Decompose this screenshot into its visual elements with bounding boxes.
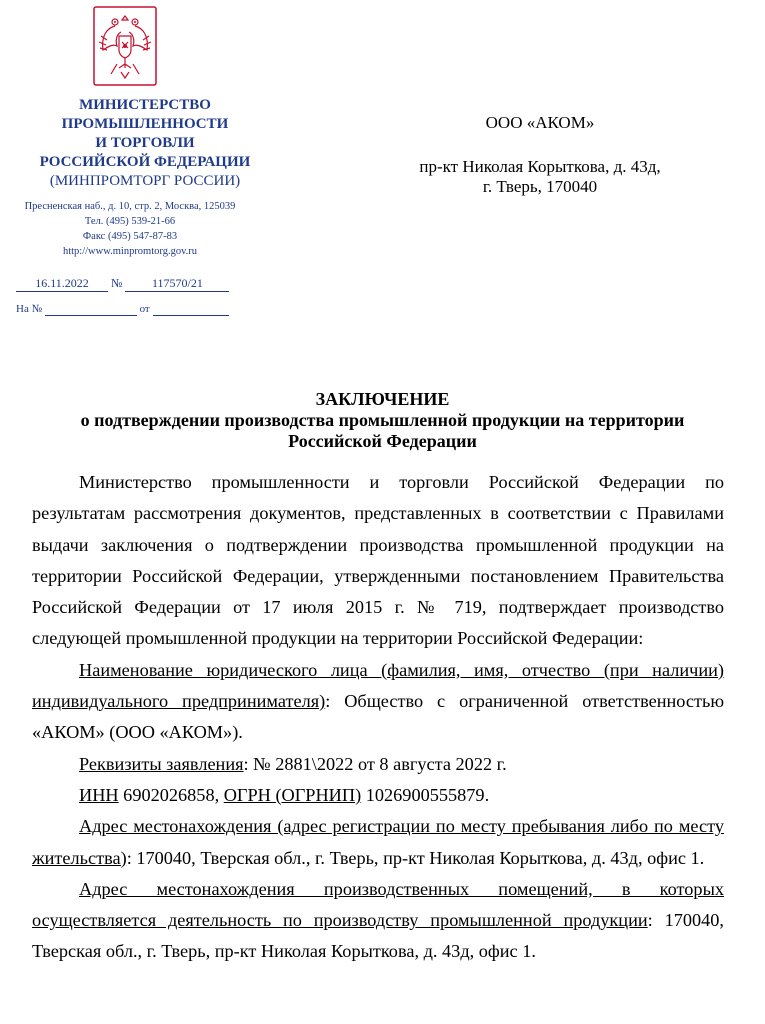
- ministry-line-2: ПРОМЫШЛЕННОСТИ: [61, 116, 229, 132]
- reply-label: На №: [16, 303, 43, 315]
- legal-name-label: Наименование юридического лица (фамилия, имя, отчество (при наличии) индивидуального предпринимателя): [32, 659, 724, 712]
- ministry-phone: Тел. (495) 539-21-66: [84, 216, 176, 227]
- ministry-website[interactable]: http://www.minpromtorg.gov.ru: [62, 246, 198, 257]
- application-value: : № 2881\2022 от 8 августа 2022 г.: [243, 753, 507, 774]
- ministry-address: Пресненская наб., д. 10, стр. 2, Москва, 125039: [24, 201, 236, 212]
- reply-number-blank: [45, 303, 137, 316]
- inn-value: 6902026858,: [118, 784, 224, 805]
- production-address-label: Адрес местонахождения производственных помещений, в которых осуществляется деятельность по производству промышленной продукции: [32, 878, 724, 931]
- reply-from-label: от: [139, 303, 150, 315]
- reply-line: [16, 303, 246, 316]
- ministry-name: [0, 96, 290, 191]
- production-address-value: : 170040, Тверская обл., г. Тверь, пр-кт Николая Корыткова, д. 43д, офис 1.: [32, 910, 724, 962]
- ogrn-label: ОГРН (ОГРНИП): [223, 784, 362, 805]
- address-paragraph: [32, 811, 724, 874]
- ogrn-value: 1026900555879.: [361, 784, 490, 805]
- inn-ogrn-paragraph: [32, 780, 724, 811]
- document-subtitle-line-1: о подтверждении производства промышленной продукции на территории: [80, 410, 685, 430]
- document-title-block: [20, 389, 745, 452]
- production-address-paragraph: [32, 874, 724, 968]
- document-number: 117570/21: [125, 276, 229, 292]
- inn-label: ИНН: [79, 784, 119, 805]
- ministry-short-name: (МИНПРОМТОРГ РОССИИ): [49, 173, 241, 189]
- number-label: №: [111, 276, 123, 290]
- document-subtitle-line-2: Российской Федерации: [288, 431, 477, 451]
- recipient-address-line-1: пр-кт Николая Корыткова, д. 43д,: [419, 157, 661, 176]
- recipient-name: ООО «АКОМ»: [485, 113, 595, 132]
- application-label: Реквизиты заявления: [79, 753, 244, 774]
- application-paragraph: [32, 749, 724, 780]
- ministry-line-4: РОССИЙСКОЙ ФЕДЕРАЦИИ: [39, 154, 251, 170]
- intro-paragraph: Министерство промышленности и торговли Российской Федерации по результатам рассмотрения документов, представленных в соответствии с Правилами выдачи заключения о подтверждении производства промышленной продукции на территории Российской Федерации, утвержденными постановлением Правительства Российской Федерации от 17 июля 2015 г. № 719, подтверждает производство следующей промышленной продукции на территории Российской Федерации:: [32, 472, 724, 649]
- legal-name-value: : Общество с ограниченной ответственностью «АКОМ» (ООО «АКОМ»).: [32, 691, 724, 743]
- recipient-address-line-2: г. Тверь, 170040: [482, 177, 598, 196]
- ministry-line-1: МИНИСТЕРСТВО: [79, 97, 211, 113]
- document-date: 16.11.2022: [16, 276, 108, 292]
- document-body: [32, 467, 724, 968]
- recipient-block: [380, 113, 700, 197]
- document-title: ЗАКЛЮЧЕНИЕ: [315, 389, 450, 409]
- legal-name-paragraph: [32, 655, 724, 749]
- address-value: : 170040, Тверская обл., г. Тверь, пр-кт Николая Корыткова, д. 43д, офис 1.: [126, 847, 705, 868]
- reply-date-blank: [153, 303, 229, 316]
- registration-line: [16, 276, 246, 292]
- ministry-line-3: И ТОРГОВЛИ: [95, 135, 195, 151]
- ministry-contacts: [0, 199, 260, 259]
- coat-of-arms-emblem: [93, 6, 157, 86]
- address-label: Адрес местонахождения (адрес регистрации по месту пребывания либо по месту жительства): [32, 816, 724, 868]
- ministry-fax: Факс (495) 547-87-83: [82, 231, 178, 242]
